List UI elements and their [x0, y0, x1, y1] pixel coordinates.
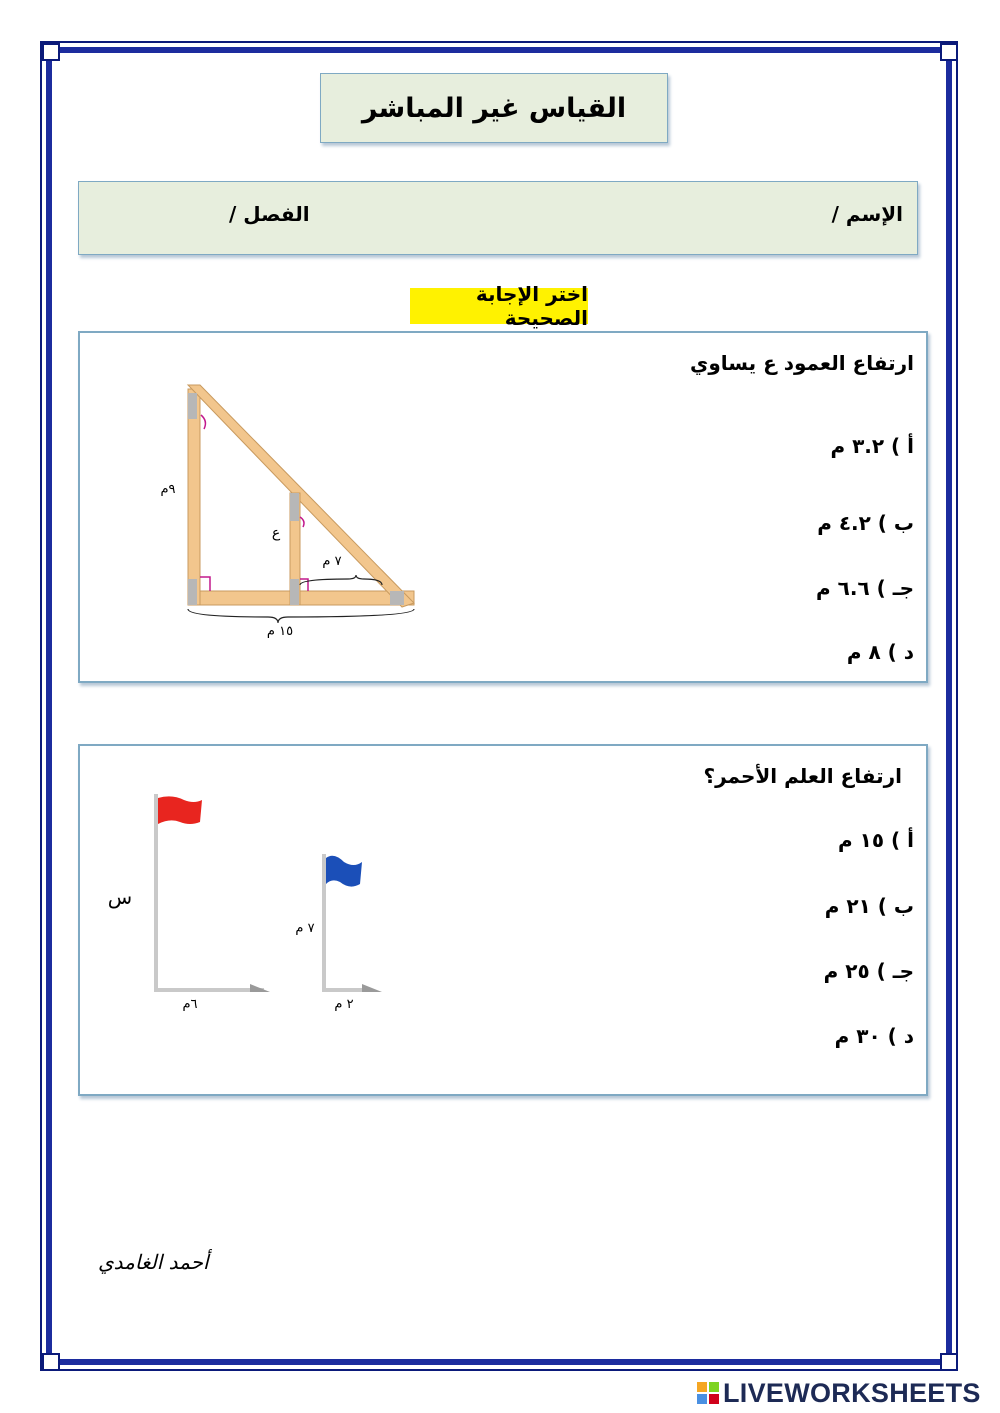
red-flag-shadow-tip: [250, 984, 270, 992]
base-brace: [188, 609, 414, 623]
worksheet-title: [320, 73, 668, 143]
instruction-highlight: [410, 282, 588, 330]
label-small-base: ٧ م: [322, 554, 342, 569]
instruction-text: اختر الإجابة الصحيحة: [475, 282, 588, 330]
blue-flag: [326, 856, 362, 887]
q2-option-c[interactable]: جـ ) ٢٥ م: [823, 959, 914, 983]
question-1-text: ارتفاع العمود ع يساوي: [690, 351, 914, 375]
hypotenuse-beam: [188, 385, 414, 607]
joint-top: [188, 393, 197, 419]
label-base: ١٥ م: [266, 624, 294, 639]
q2-option-b[interactable]: ب ) ٢١ م: [824, 894, 914, 918]
joint-pole-top: [290, 493, 299, 521]
worksheet-title-text: القياس غير المباشر: [361, 92, 627, 124]
label-red-height: س: [107, 885, 133, 909]
label-blue-height: ٧ م: [295, 921, 315, 936]
label-pole: ع: [271, 525, 281, 541]
red-flag: [158, 796, 202, 824]
angle-arc-pole: [300, 517, 304, 527]
right-angle-mark-pole: [300, 579, 308, 591]
liveworksheets-wordmark: LIVEWORKSHEETS: [723, 1377, 981, 1408]
author-signature: أحمد الغامدي: [98, 1250, 209, 1274]
liveworksheets-watermark: [697, 1376, 981, 1410]
angle-arc-top: [201, 415, 205, 429]
q1-option-c[interactable]: جـ ) ٦.٦ م: [816, 576, 914, 600]
left-beam: [188, 389, 200, 605]
question-2-text: ارتفاع العلم الأحمر؟: [703, 764, 902, 788]
flags-figure: [100, 786, 400, 1026]
right-angle-mark-left: [200, 577, 210, 591]
blue-flag-shadow-tip: [362, 984, 382, 992]
small-base-brace: [300, 575, 382, 585]
joint-bottom-right: [390, 591, 404, 605]
question-2-box: [78, 744, 928, 1096]
frame-corner-top-left: [42, 43, 60, 61]
liveworksheets-logo-icon: [697, 1382, 719, 1404]
frame-corner-top-right: [940, 43, 958, 61]
q2-option-d[interactable]: د ) ٣٠ م: [834, 1024, 914, 1048]
frame-corner-bottom-right: [940, 1353, 958, 1371]
label-red-base: ٦م: [182, 997, 198, 1012]
joint-bottom-left: [188, 579, 197, 605]
question-1-box: [78, 331, 928, 683]
wooden-triangle-figure: [158, 379, 438, 659]
q1-option-b[interactable]: ب ) ٤.٢ م: [817, 511, 914, 535]
red-flag-ground: [154, 988, 264, 992]
q1-option-a[interactable]: أ ) ٣.٢ م: [830, 434, 914, 458]
blue-flag-pole: [322, 854, 326, 992]
label-left-side: ٩م: [160, 482, 176, 497]
red-flag-pole: [154, 794, 158, 992]
q1-option-d[interactable]: د ) ٨ م: [846, 640, 914, 664]
student-info-box: [78, 181, 918, 255]
base-beam: [188, 591, 414, 605]
frame-corner-bottom-left: [42, 1353, 60, 1371]
label-blue-base: ٢ م: [334, 997, 354, 1012]
q2-option-a[interactable]: أ ) ١٥ م: [838, 828, 914, 852]
class-label: الفصل /: [229, 202, 310, 226]
name-label: الإسم /: [831, 202, 903, 226]
joint-pole-bottom: [290, 579, 299, 605]
